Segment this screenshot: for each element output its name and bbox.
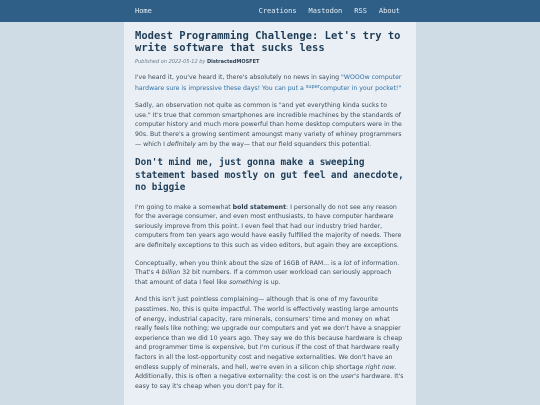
article-title: Modest Programming Challenge: Let's try to write software that sucks less (135, 30, 401, 54)
nav-links (259, 7, 400, 15)
p5-text-c: hardware. It's easy to say it's cheap when you don't pay for it. (135, 373, 404, 390)
p4-em-3: something (229, 278, 262, 286)
nav-link-rss[interactable]: RSS (354, 7, 367, 15)
meta-published: Published on 2022-05-12 by (135, 59, 206, 65)
paragraph-2 (135, 101, 404, 149)
p5-text-a: And this isn't just pointless complaining— although that is one of my favourite passtimes. No, this is quite impactful. The world is effectively wasting large amounts of energy, industrial capacity, rare minerals, consumers' time and money on what really feels like nothing; we upgrade our computers and yet we don't have a snappier experience than we did 10 years ago. They say we do this because hardware is cheap and programmer time is expensive, but I'm curious if the cost of that hardware really factors in all the lost-opportunity cost and negative externalities. We don't have an endless supply of minerals, and hell, we're even in a silicon chip shortage (135, 296, 403, 371)
meta-author: DistractedMOSFET (206, 59, 260, 65)
p3-strong: bold statement (232, 203, 287, 211)
p5-em-1: right now (365, 363, 395, 371)
top-nav-bar (0, 0, 540, 22)
p4-em-1: lot (343, 259, 352, 267)
p2-emphasis: definitely (166, 140, 196, 148)
p4-text-c: 32 bit numbers. If a common user workload can seriously approach that amount of data I feel like (135, 269, 392, 286)
quote-link-text: "WOOOw computer hardware sure is impressive these days! You can put a (135, 74, 402, 92)
paragraph-3 (135, 203, 404, 251)
p4-text-d: is up. (261, 278, 281, 286)
p4-em-2: billion (161, 269, 181, 277)
p3-text: I'm going to make a somewhat (135, 203, 233, 211)
article-meta (135, 59, 404, 65)
p4-text-a: Conceptually, when you think about the size of 16GB of RAM... is a (135, 259, 344, 267)
p2-text-end: am by the way— that our field squanders this potential. (195, 140, 372, 148)
paragraph-5 (135, 295, 404, 391)
quote-link-text-end: computer in your pocket!" (319, 84, 402, 92)
p5-em-2: user's (340, 373, 360, 381)
quote-link-sup: super (305, 83, 320, 90)
p3-text-end: : I personally do not see any reason for the average consumer, and even most enthusiasts, to have computer hardware seriously improve from this point. I even feel that had our industry tried harder, computers from ten years ago would have easily fulfilled the majority of needs. There are definitely exceptions to this such as video editors, but again they are exceptions. (135, 203, 402, 250)
nav-link-mastodon[interactable]: Mastodon (308, 7, 343, 15)
p2-text: Sadly, an observation not quite as common is "and yet everything kinda sucks to use." It's true that common smartphones are incredible machines by the standards of computer history and much more powerful than home desktop computers were in the 90s. But there's a growing sentiment amoungst many variety of whiney programmers— which I (135, 102, 402, 148)
home-link[interactable]: Home (135, 7, 152, 15)
article-page (124, 22, 416, 405)
nav-link-about[interactable]: About (378, 7, 400, 15)
article-content (124, 22, 416, 391)
paragraph-1 (135, 73, 404, 93)
p5-text-b: . Additionally, this is often a negative externality: the cost is on the (135, 363, 397, 381)
paragraph-4 (135, 259, 404, 288)
section-heading: Don't mind me, just gonna make a sweeping statement based mostly on gut feel and anecdote, no biggie (135, 157, 404, 194)
p1-text: I've heard it, you've heard it, there's absolutely no news in saying (135, 74, 342, 81)
p4-text-b: of information. That's 4 (135, 259, 400, 277)
nav-link-creations[interactable]: Creations (258, 7, 297, 15)
